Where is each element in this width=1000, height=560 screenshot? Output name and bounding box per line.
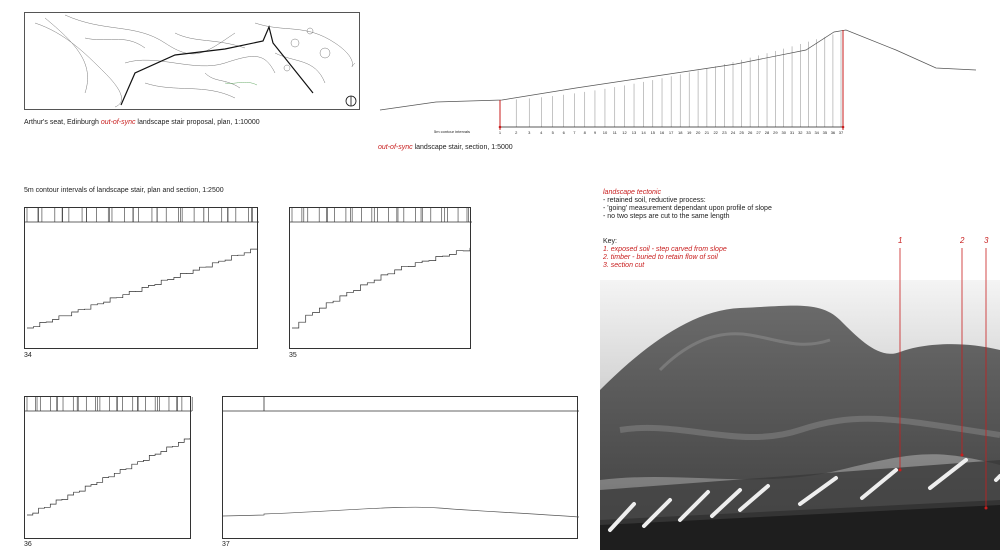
callout-number-2: 2 <box>960 236 965 245</box>
contour-stair-37 <box>223 397 579 540</box>
plan-caption <box>24 119 260 126</box>
section-tick-label: 1 <box>498 130 502 135</box>
section-tick-label: 5 <box>551 130 554 135</box>
notes-item: - no two steps are cut to the same length <box>603 213 730 220</box>
section-tick-label: 20 <box>695 130 701 135</box>
section-tick-label: 29 <box>773 130 778 135</box>
section-tick-label: 23 <box>722 130 727 135</box>
section-caption-suffix: landscape stair, section, 1:5000 <box>414 144 513 151</box>
section-tick-label: 13 <box>631 130 637 135</box>
contour-panel-34 <box>24 207 258 349</box>
section-tick-label: 8 <box>583 130 586 135</box>
contour-panel-36 <box>24 396 191 539</box>
section-caption-red: out-of-sync <box>378 144 413 151</box>
section-caption <box>378 144 513 151</box>
section-tick-label: 27 <box>756 130 761 135</box>
section-tick-label: 2 <box>515 130 518 135</box>
section-tick-label: 26 <box>747 130 753 135</box>
site-plan <box>24 12 360 110</box>
section-tick-label: 24 <box>730 130 736 135</box>
section-tick-label: 34 <box>814 130 819 135</box>
section-tick-label: 16 <box>659 130 665 135</box>
section-tick-label: 14 <box>641 130 646 135</box>
contour-panel-37 <box>222 396 578 539</box>
plan-caption-prefix: Arthur's seat, Edinburgh <box>24 119 99 126</box>
section-tick-label: 17 <box>668 130 674 135</box>
section-tick-label: 7 <box>573 130 576 135</box>
section-tick-label: 31 <box>789 130 795 135</box>
section-tick-label: 28 <box>764 130 770 135</box>
key-item-2: 2. timber - buried to retain flow of soil <box>603 254 718 261</box>
callout-number-3: 3 <box>984 236 989 245</box>
section-tick-label: 36 <box>830 130 836 135</box>
section-tick-label: 35 <box>822 130 828 135</box>
panel-number-34: 34 <box>24 352 32 359</box>
section-tick-label: 32 <box>798 130 803 135</box>
section-tick-label: 33 <box>806 130 811 135</box>
site-plan-drawing <box>25 13 359 109</box>
hill-render <box>600 280 1000 550</box>
section-tick-label: 15 <box>650 130 656 135</box>
contour-stair-35 <box>290 208 472 350</box>
section-tick-label: 4 <box>540 130 543 135</box>
key-legend <box>603 238 727 270</box>
panel-number-35: 35 <box>289 352 297 359</box>
section-tick-label: 30 <box>781 130 786 135</box>
callout-number-1: 1 <box>898 236 903 245</box>
section-tick-label: 11 <box>612 130 617 135</box>
contour-stair-36 <box>25 397 192 540</box>
section-tick-label: 12 <box>622 130 627 135</box>
section-tick-label: 6 <box>562 130 565 135</box>
section-tick-label: 19 <box>686 130 692 135</box>
section-tick-label: 22 <box>713 130 718 135</box>
section-tick-label: 25 <box>739 130 744 135</box>
section-tick-label: 3 <box>528 130 531 135</box>
key-item-1: 1. exposed soil - step carved from slope <box>603 246 727 253</box>
section-tick-label: 9 <box>593 130 597 135</box>
contour-panel-35 <box>289 207 471 349</box>
plan-caption-suffix: landscape stair proposal, plan, 1:10000 <box>137 119 260 126</box>
section-tick-label: 18 <box>677 130 683 135</box>
panel-number-37: 37 <box>222 541 230 548</box>
notes-item: - 'going' measurement dependant upon profile of slope <box>603 205 772 212</box>
notes-title: landscape tectonic <box>603 189 661 196</box>
panel-number-36: 36 <box>24 541 32 548</box>
landscape-notes <box>603 189 772 221</box>
section-tick-label: 37 <box>838 130 844 135</box>
section-axis-label: 5m contour intervals <box>434 129 471 134</box>
hill-render-drawing <box>600 280 1000 550</box>
section-tick-label: 21 <box>704 130 710 135</box>
key-title: Key: <box>603 238 618 245</box>
contour-stair-34 <box>25 208 259 350</box>
contour-heading: 5m contour intervals of landscape stair, plan and section, 1:2500 <box>24 187 224 194</box>
section-tick-label: 10 <box>602 130 608 135</box>
notes-item: - retained soil, reductive process: <box>603 197 706 204</box>
plan-caption-red: out-of-sync <box>100 119 136 126</box>
key-item-3: 3. section cut <box>603 262 645 269</box>
